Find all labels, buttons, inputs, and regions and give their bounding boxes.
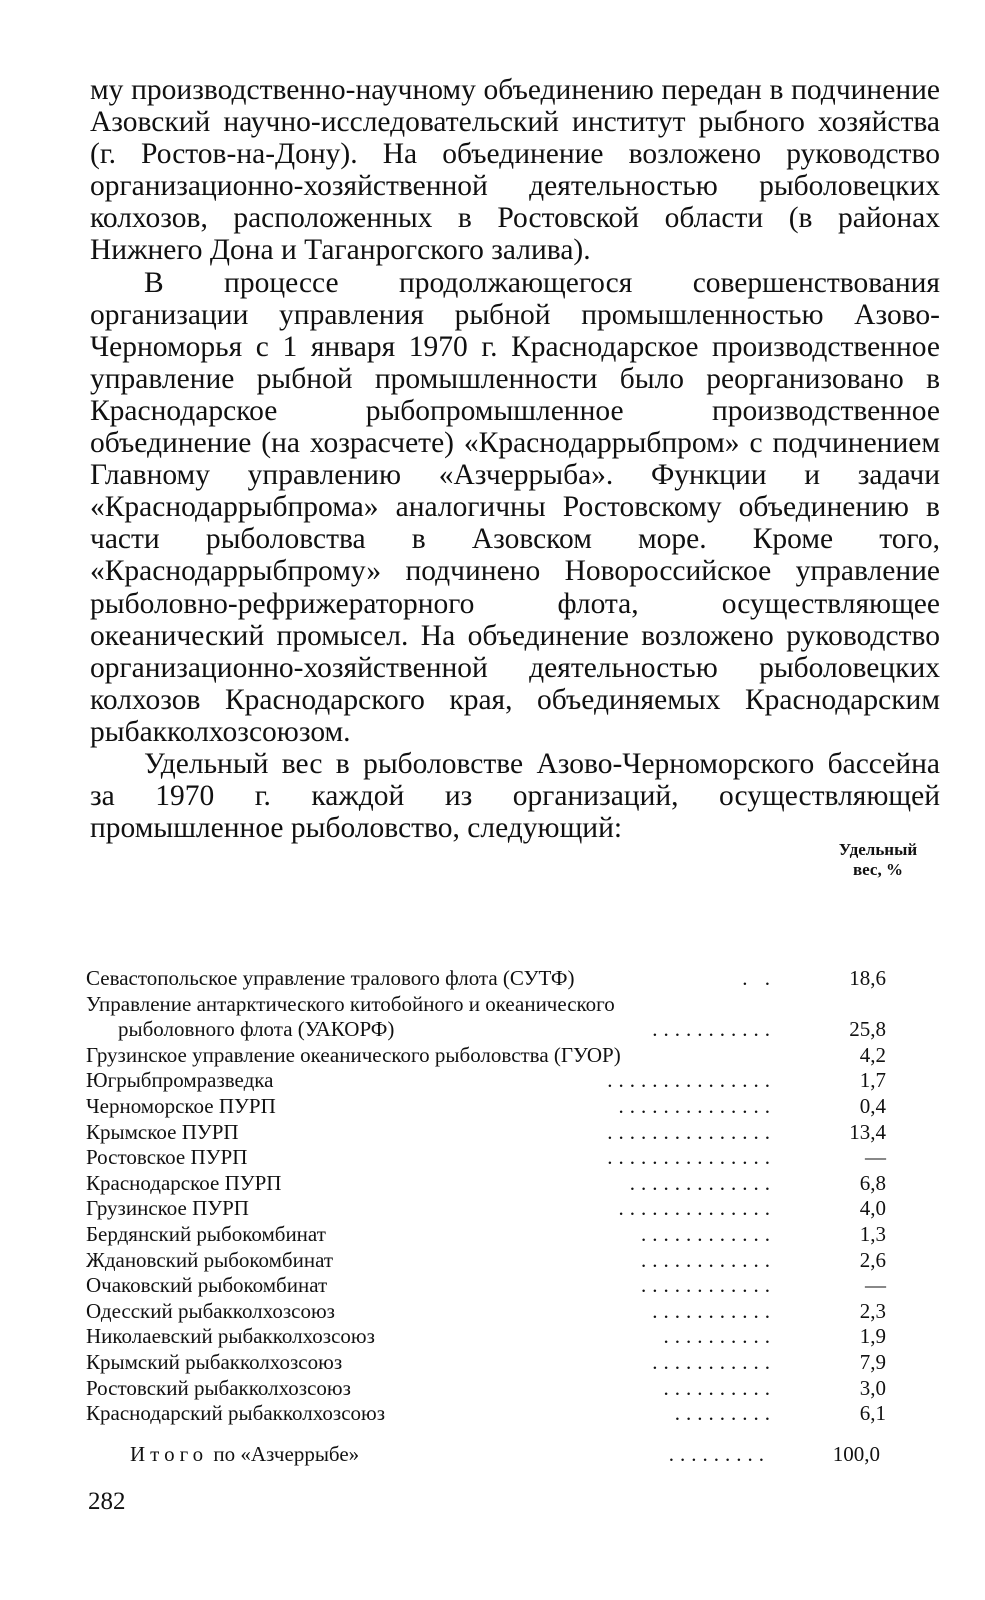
table-row [86, 1324, 896, 1350]
leader-dots: ............ [641, 1221, 776, 1246]
table-row [86, 992, 896, 1043]
leader-dots: ............... [607, 1145, 776, 1170]
table-row [86, 1196, 896, 1222]
row-label: Краснодарское ПУРП [86, 1170, 282, 1195]
paragraph-2: В процессе продолжающегося совершенствования организации управления рыбной промышленностью Азово-Черноморья с 1 января 1970 г. Краснодарское производственное управление рыбной промышленности было реорганизовано в Краснодарское рыбопромышленное производственное объединение (на хозрасчете) «Краснодаррыбпром» с подчинением Главному управлению «Азчеррыба». Функции и задачи «Краснодаррыбпрома» аналогичны Ростовскому объединению в части рыболовства в Азовском море. Кроме того, «Краснодаррыбпрому» подчинено Новороссийское управление рыболовно-рефрижераторного флота, осуществляющее океанический промысел. На объединение возложено руководство организационно-хозяйственной деятельностью рыболовецких колхозов Краснодарского края, объединяемых Краснодарским рыбакколхозсоюзом. [90, 266, 940, 748]
row-value: 1,3 [859, 1221, 886, 1246]
row-label: Очаковский рыбокомбинат [86, 1273, 328, 1298]
row-value: 13,4 [849, 1119, 886, 1144]
table-row [86, 1120, 896, 1146]
total-prefix: Итого [130, 1442, 209, 1466]
total-value: 100,0 [832, 1442, 880, 1466]
leader-dots: ............... [607, 1119, 776, 1144]
leader-dots: ............... [607, 1068, 776, 1093]
leader-dots: ............ [641, 1273, 776, 1298]
row-value: 6,1 [859, 1401, 886, 1426]
row-value: 4,0 [859, 1196, 886, 1221]
table-row [86, 1043, 896, 1069]
leader-dots: .............. [618, 1196, 776, 1221]
row-label: Ждановский рыбокомбинат [86, 1247, 334, 1272]
table-row [86, 1171, 896, 1197]
table-row [86, 1299, 896, 1325]
row-value: — [865, 1145, 886, 1170]
table-row [86, 1222, 896, 1248]
row-label: Грузинское ПУРП [86, 1196, 249, 1221]
row-value: 6,8 [859, 1170, 886, 1195]
table-row [86, 1145, 896, 1171]
table-row [86, 1376, 896, 1402]
row-label: Бердянский рыбокомбинат [86, 1221, 326, 1246]
column-header-line2: вес, % [853, 860, 903, 879]
leader-dots: . . [742, 966, 776, 990]
table-row [86, 1273, 896, 1299]
row-label: Одесский рыбакколхозсоюз [86, 1298, 335, 1323]
row-label: Николаевский рыбакколхозсоюз [86, 1324, 375, 1349]
row-label: Севастопольское управление тралового флота (СУТФ) [86, 966, 575, 990]
leader-dots: ............ [641, 1247, 776, 1272]
leader-dots: ......... [668, 1442, 770, 1466]
row-value: 25,8 [849, 1017, 886, 1042]
row-label: Ростовское ПУРП [86, 1145, 248, 1170]
row-value: 1,9 [859, 1324, 886, 1349]
table-row [86, 1248, 896, 1274]
row-value: — [865, 1273, 886, 1298]
table-row [86, 1401, 896, 1427]
leader-dots: ........... [652, 1017, 776, 1042]
row-label: Грузинское управление океанического рыболовства (ГУОР) [86, 1042, 621, 1067]
row-value: 2,3 [859, 1298, 886, 1323]
row-value: 0,4 [859, 1093, 886, 1118]
row-label: Крымское ПУРП [86, 1119, 239, 1144]
leader-dots: ......... [674, 1401, 776, 1426]
row-label-continued: рыболовного флота (УАКОРФ) [118, 1017, 395, 1042]
leader-dots: ........... [652, 1298, 776, 1323]
leader-dots: .......... [663, 1375, 776, 1400]
row-label: Управление антарктического китобойного и океанического [86, 991, 615, 1016]
table-row [86, 1068, 896, 1094]
paragraph-3: Удельный вес в рыболовстве Азово-Черноморского бассейна за 1970 г. каждой из организаций, осуществляющей промышленное рыболовство, следующий: [90, 747, 940, 845]
table-column-header [823, 840, 933, 880]
total-label [130, 1442, 359, 1467]
leader-dots: .............. [618, 1093, 776, 1118]
row-value: 1,7 [859, 1068, 886, 1093]
row-value: 3,0 [859, 1375, 886, 1400]
row-value: 18,6 [849, 966, 886, 990]
leader-dots: ........... [652, 1349, 776, 1374]
row-label: Крымский рыбакколхозсоюз [86, 1349, 343, 1374]
total-label-text: по «Азчеррыбе» [213, 1442, 360, 1466]
row-label: Югрыбпромразведка [86, 1068, 274, 1093]
page-number: 282 [88, 1488, 126, 1515]
page-body [90, 74, 940, 844]
leader-dots: .......... [663, 1324, 776, 1349]
row-value: 2,6 [859, 1247, 886, 1272]
table-row [86, 1350, 896, 1376]
row-value: 7,9 [859, 1349, 886, 1374]
total-row [130, 1442, 890, 1472]
table-row [86, 1094, 896, 1120]
row-label: Черноморское ПУРП [86, 1093, 276, 1118]
table-row [86, 966, 896, 992]
row-value: 4,2 [859, 1042, 886, 1067]
paragraph-1: му производственно-научному объединению передан в подчинение Азовский научно-исследовательский институт рыбного хозяйства (г. Ростов-на-Дону). На объединение возложено руководство организационно-хозяйственной деятельностью рыболовецких колхозов, расположенных в Ростовской области (в районах Нижнего Дона и Таганрогского залива). [90, 74, 940, 267]
leader-dots: ............. [629, 1170, 776, 1195]
share-table [86, 966, 896, 1427]
row-label: Ростовский рыбакколхозсоюз [86, 1375, 351, 1400]
column-header-line1: Удельный [838, 840, 918, 859]
row-label: Краснодарский рыбакколхозсоюз [86, 1401, 385, 1426]
